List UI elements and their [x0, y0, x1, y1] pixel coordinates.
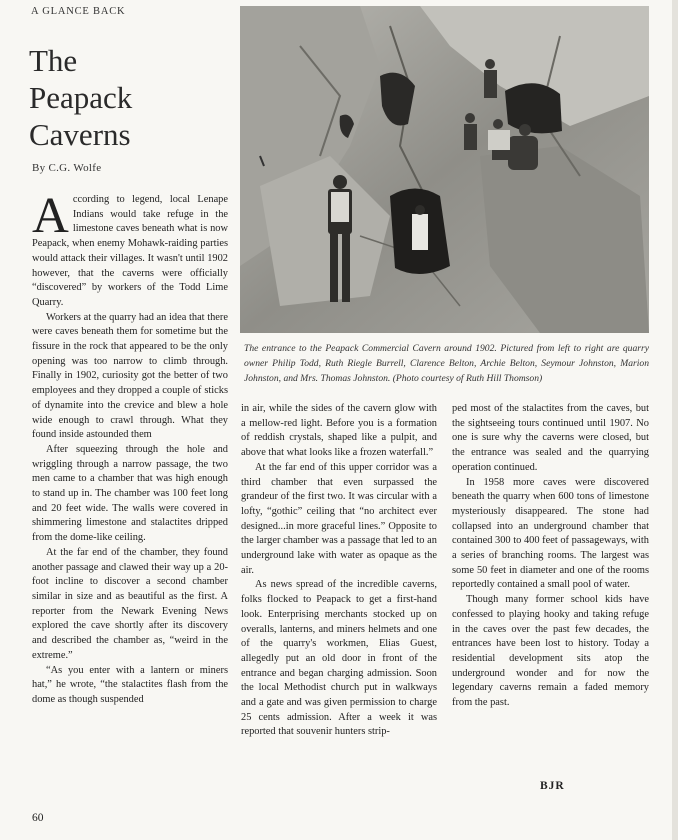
article-paragraph: [32, 188, 228, 311]
article-paragraph: Workers at the quarry had an idea that there were caves beneath them for sometime but the fissure in the rock that appeared to be the only opening was too narrow to climb through. Finally in 1902, curiosity got the better of two employees and they dropped a couple of sticks of dynamite into the crevice and blew a hole wide enough to crawl through. What they found inside astounded them: [32, 311, 228, 441]
article-title: [29, 42, 229, 153]
article-paragraph: In 1958 more caves were discovered beneath the quarry when 600 tons of limestone mysteriously disappeared. The stone had collapsed into an underground chamber that contained 300 to 400 feet of passageways, with a series of branching rooms. The largest was some 50 feet in diameter and one of the rooms reportedly contained a small pool of water.: [452, 476, 649, 591]
article-paragraph: After squeezing through the hole and wriggling through a narrow passage, the two men came to a chamber that was high enough to stand up in. The chamber was 100 feet long and 20 feet wide. The walls were covered in shimmering limestone and stalactites dripped from the dome-like ceiling.: [32, 443, 228, 544]
article-column-3: [452, 402, 649, 711]
article-paragraph: As news spread of the incredible caverns, folks flocked to Peapack to get a first-hand look. Enterprising merchants stocked up on overalls, lanterns, and miners helmets and one of the quarry's workmen, Elias Guest, allegedly put an old door in front of the entrance and began charging admission. Soon the local Methodist church put in walkways and a gate and was given permission to charge 25 cents admission. After a week it was reported that souvenir hunters strip-: [241, 579, 437, 738]
article-paragraph: “As you enter with a lantern or miners hat,” he wrote, “the stalactites flash from the dome as though suspended: [32, 664, 228, 705]
drop-cap: A: [32, 188, 69, 244]
article-column-2: [241, 402, 437, 740]
paragraph-text: ccording to legend, local Lenape Indians would take refuge in the limestone caves beneath what is now Peapack, when enemy Mohawk-raiding parties would attack their villages. It wasn't until 1902 however, that the caverns were officially “discovered” by workers of the Todd Lime Quarry.: [32, 194, 228, 308]
article-paragraph: in air, while the sides of the cavern glow with a mellow-red light. Before you is a formation of reddish crystals, shaped like a pulpit, and above that what looks like a frozen waterfall.”: [241, 403, 437, 459]
section-kicker: A GLANCE BACK: [31, 6, 126, 17]
photo-caption: The entrance to the Peapack Commercial Cavern around 1902. Pictured from left to right are quarry owner Philip Todd, Ruth Riegle Burrell, Clarence Belton, Archie Belton, Seymour Johnston, Marion Johnston, and Mrs. Thomas Johnston. (Photo courtesy of Ruth Hill Thomson): [244, 343, 649, 384]
title-line: The: [29, 43, 78, 78]
byline: By C.G. Wolfe: [32, 162, 102, 174]
author-signoff: BJR: [540, 780, 565, 792]
article-column-1: [32, 188, 228, 708]
page-edge: [672, 0, 678, 840]
article-paragraph: At the far end of this upper corridor was a third chamber that even surpassed the grandeur of the first two. It was circular with a lofty, “gothic” ceiling that “no architect ever designed...in more graceful lines.” Opposite to the larger chamber was a passage that led to an underground lake with water as opaque as the air.: [241, 461, 437, 576]
article-paragraph: At the far end of the chamber, they found another passage and clawed their way up a 20-foot incline to discover a second chamber similar in size and as beautiful as the first. A reporter from the Newark Evening News explored the cave shortly after its discovery and described the chamber as, “weird in the extreme.”: [32, 546, 228, 661]
article-paragraph: ped most of the stalactites from the caves, but the sightseeing tours continued until 1907. No one is sure why the caverns were closed, but the entrance was sealed and the quarrying operation continued.: [452, 403, 649, 473]
article-paragraph: Though many former school kids have confessed to playing hooky and taking refuge in the caves over the past few decades, the entrances have been lost to history. Today a residential development sits atop the underground wonder and for now the legendary caverns remain a faded memory from the past.: [452, 594, 649, 709]
page-number: 60: [32, 812, 44, 824]
cavern-entrance-photo: [240, 6, 649, 333]
title-line: Peapack: [29, 80, 133, 115]
title-line: Caverns: [29, 117, 131, 152]
